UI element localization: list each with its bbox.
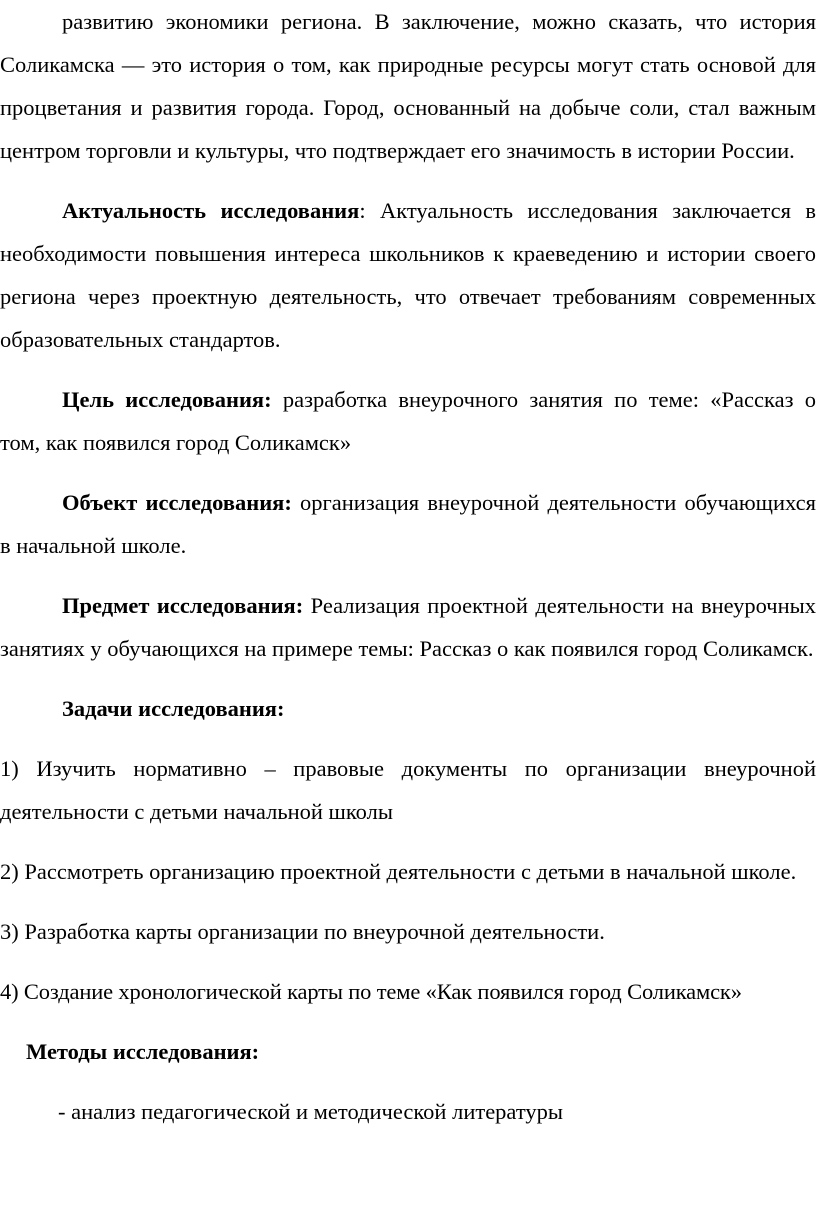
relevance-paragraph	[0, 189, 816, 361]
subject-label: Предмет исследования:	[62, 593, 304, 618]
intro-paragraph: развитию экономики региона. В заключение, можно сказать, что история Соликамска — это история о том, как природные ресурсы могут стать основой для процветания и развития города. Город, основанный на добыче соли, стал важным центром торговли и культуры, что подтверждает его значимость в истории России.	[0, 9, 816, 163]
subject-text: Реализация проектной деятельности на внеурочных занятиях у обучающихся на примере темы: Рассказ о как появился город Соликамск.	[0, 593, 816, 661]
goal-text: разработка внеурочного занятия по теме: «Рассказ о том, как появился город Соликамск»	[0, 387, 816, 455]
relevance-text: : Актуальность исследования заключается в необходимости повышения интереса школьников к краеведению и истории своего региона через проектную деятельность, что отвечает требованиям современных образовательных стандартов.	[0, 198, 816, 352]
goal-paragraph	[0, 378, 816, 464]
method-item-1: - анализ педагогической и методической литературы	[58, 1099, 563, 1124]
object-paragraph	[0, 481, 816, 567]
task-item-4: 4) Создание хронологической карты по теме «Как появился город Соликамск»	[0, 979, 742, 1004]
goal-label: Цель исследования:	[62, 387, 272, 412]
object-label: Объект исследования:	[62, 490, 292, 515]
tasks-heading: Задачи исследования:	[62, 696, 285, 721]
task-item-3: 3) Разработка карты организации по внеурочной деятельности.	[0, 919, 605, 944]
task-item-2: 2) Рассмотреть организацию проектной деятельности с детьми в начальной школе.	[0, 859, 797, 884]
object-text: организация внеурочной деятельности обучающихся в начальной школе.	[0, 490, 816, 558]
relevance-label: Актуальность исследования	[62, 198, 360, 223]
task-item-1: 1) Изучить нормативно – правовые документы по организации внеурочной деятельности с детьми начальной школы	[0, 756, 816, 824]
methods-heading: Методы исследования:	[26, 1039, 260, 1064]
subject-paragraph	[0, 584, 816, 670]
